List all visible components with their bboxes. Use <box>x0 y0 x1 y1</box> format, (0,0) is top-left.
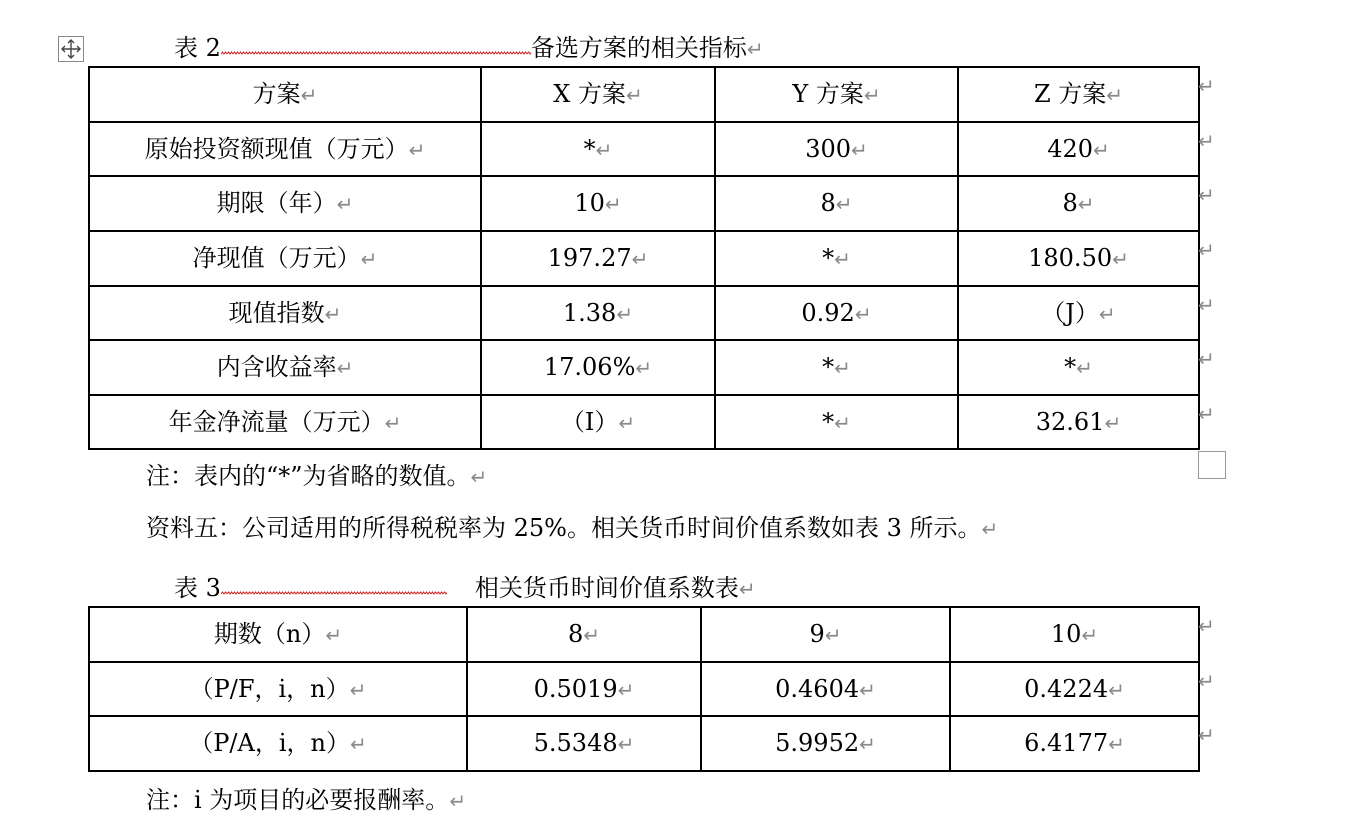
table-cell: *↵ <box>715 340 958 395</box>
table-cell: 6.4177↵ <box>950 716 1199 771</box>
table-cell: 期限（年）↵ <box>89 176 481 231</box>
table-cell: （I）↵ <box>481 395 715 449</box>
table-cell: 32.61↵ <box>958 395 1199 449</box>
table-row <box>89 176 1199 231</box>
move-arrows-icon <box>59 37 83 61</box>
table3-caption-prefix: 表 3 <box>174 574 221 602</box>
table-resize-handle[interactable] <box>1198 451 1226 479</box>
table3-caption-title: 相关货币时间价值系数表 <box>474 574 739 602</box>
row-end-mark-icon: ↵ <box>1198 74 1215 98</box>
table-row <box>89 286 1199 340</box>
row-end-mark-icon: ↵ <box>1198 129 1215 153</box>
table2-caption <box>174 24 764 65</box>
header-cell: 10↵ <box>950 607 1199 662</box>
header-cell: 方案↵ <box>89 67 481 122</box>
header-cell: X 方案↵ <box>481 67 715 122</box>
table-cell: 净现值（万元）↵ <box>89 231 481 286</box>
table-cell: 0.4604↵ <box>701 662 950 716</box>
table-cell: 年金净流量（万元）↵ <box>89 395 481 449</box>
table-cell: 8↵ <box>958 176 1199 231</box>
table-row <box>89 340 1199 395</box>
table-cell: （P/F，i，n）↵ <box>89 662 467 716</box>
table-header-row <box>89 607 1199 662</box>
header-cell: 期数（n）↵ <box>89 607 467 662</box>
table-cell: 197.27↵ <box>481 231 715 286</box>
row-end-mark-icon: ↵ <box>1198 402 1215 426</box>
table-cell: 0.5019↵ <box>467 662 701 716</box>
table-header-row <box>89 67 1199 122</box>
row-end-mark-icon: ↵ <box>1198 293 1215 317</box>
table-cell: *↵ <box>715 395 958 449</box>
table-cell: 180.50↵ <box>958 231 1199 286</box>
paragraph-mark-icon: ↵ <box>470 465 488 489</box>
header-cell: 9↵ <box>701 607 950 662</box>
header-cell: 8↵ <box>467 607 701 662</box>
row-end-mark-icon: ↵ <box>1198 723 1215 747</box>
table-cell: 0.4224↵ <box>950 662 1199 716</box>
table-cell: （J）↵ <box>958 286 1199 340</box>
table3-note: 注：i 为项目的必要报酬率。↵ <box>146 786 467 814</box>
paragraph-mark-icon: ↵ <box>981 517 999 541</box>
table2-caption-title: 备选方案的相关指标 <box>530 34 747 62</box>
row-end-mark-icon: ↵ <box>1198 669 1215 693</box>
table3 <box>88 606 1200 772</box>
header-cell: Y 方案↵ <box>715 67 958 122</box>
table-row <box>89 662 1199 716</box>
table-row <box>89 122 1199 176</box>
spell-squiggle <box>221 24 531 56</box>
table2-note: 注：表内的“*”为省略的数值。↵ <box>146 462 488 490</box>
table-cell: 5.9952↵ <box>701 716 950 771</box>
table-cell: 10↵ <box>481 176 715 231</box>
table-cell: 300↵ <box>715 122 958 176</box>
table3-caption <box>174 564 756 605</box>
spell-squiggle <box>221 564 447 596</box>
row-end-mark-icon: ↵ <box>1198 183 1215 207</box>
header-cell: Z 方案↵ <box>958 67 1199 122</box>
table-cell: *↵ <box>481 122 715 176</box>
table-move-handle[interactable] <box>58 36 84 62</box>
row-end-mark-icon: ↵ <box>1198 238 1215 262</box>
paragraph-mark-icon: ↵ <box>746 37 764 61</box>
table-cell: 原始投资额现值（万元）↵ <box>89 122 481 176</box>
table-row <box>89 395 1199 449</box>
table-cell: 0.92↵ <box>715 286 958 340</box>
table-cell: 17.06%↵ <box>481 340 715 395</box>
paragraph-mark-icon: ↵ <box>738 577 756 601</box>
table-cell: 5.5348↵ <box>467 716 701 771</box>
table-cell: *↵ <box>715 231 958 286</box>
table-cell: *↵ <box>958 340 1199 395</box>
table-cell: 420↵ <box>958 122 1199 176</box>
table-cell: 现值指数↵ <box>89 286 481 340</box>
paragraph-mark-icon: ↵ <box>449 789 467 813</box>
row-end-mark-icon: ↵ <box>1198 347 1215 371</box>
table-row <box>89 231 1199 286</box>
table-cell: 1.38↵ <box>481 286 715 340</box>
table-cell: （P/A，i，n）↵ <box>89 716 467 771</box>
material5-paragraph: 资料五：公司适用的所得税税率为 25%。相关货币时间价值系数如表 3 所示。↵ <box>146 514 999 542</box>
table2-caption-prefix: 表 2 <box>174 34 221 62</box>
table-cell: 8↵ <box>715 176 958 231</box>
row-end-mark-icon: ↵ <box>1198 614 1215 638</box>
table-cell: 内含收益率↵ <box>89 340 481 395</box>
table-row <box>89 716 1199 771</box>
table2 <box>88 66 1200 450</box>
